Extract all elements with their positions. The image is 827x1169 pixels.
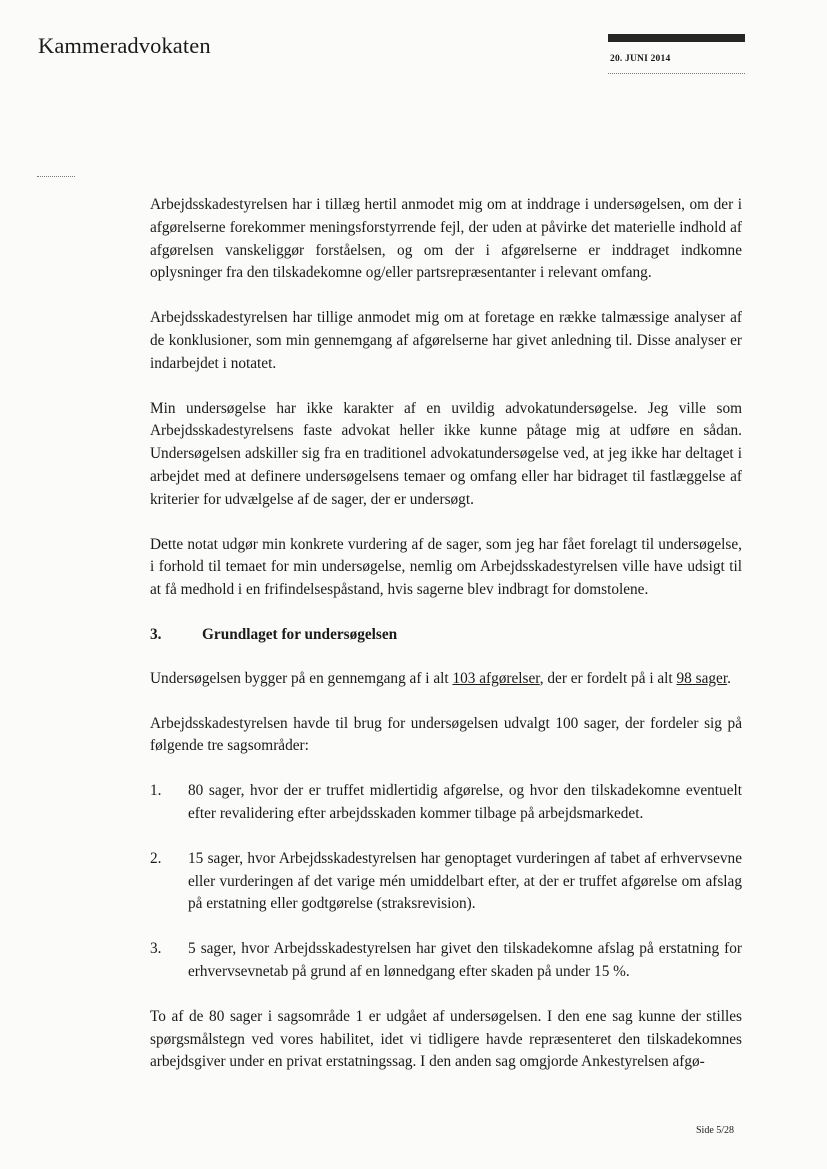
paragraph: Min undersøgelse har ikke karakter af en uvildig advokatundersøgelse. Jeg ville som Arbejdsskadestyrelsens faste advokat heller ikke kunne påtage mig at udføre en sådan. Undersøgelsen adskiller sig fra en traditionel advokatundersøgelse ved, at jeg ikke har deltaget i arbejdet med at definere undersøgelsens temaer og omfang eller har bidraget til fastlæggelse af kriterier for udvælgelse af de sager, der er undersøgt.: [150, 399, 742, 508]
paragraph: Arbejdsskadestyrelsen har i tillæg hertil anmodet mig om at inddrage i undersøgelsen, om der i afgørelserne forekommer meningsforstyrrende fejl, der uden at påvirke det materielle indhold af afgørelsen vanskeliggør forståelsen, og om der i afgørelserne er inddraget indkomne oplysninger fra den tilskadekomne og/eller partsrepræsentanter i relevant omfang.: [150, 196, 742, 282]
list-text: 5 sager, hvor Arbejdsskadestyrelsen har givet den tilskadekomne afslag på erstatning for erhvervsevnetab på grund af en lønnedgang efter skaden på under 15 %.: [188, 940, 742, 980]
margin-rule: [37, 176, 75, 177]
basis-paragraph: [150, 668, 742, 691]
paragraph: Arbejdsskadestyrelsen har tillige anmodet mig om at foretage en række talmæssige analyser af de konklusioner, som min gennemgang af afgørelserne har givet anledning til. Disse analyser er indarbejdet i notatet.: [150, 309, 742, 372]
case-areas-list: [150, 780, 742, 984]
document-date: 20. JUNI 2014: [610, 54, 671, 64]
section-heading: [150, 624, 742, 647]
list-number: 3.: [150, 940, 162, 958]
list-number: 1.: [150, 782, 162, 800]
list-item: [150, 780, 742, 826]
list-text: 15 sager, hvor Arbejdsskadestyrelsen har genoptaget vurderingen af tabet af erhvervsevne eller vurderingen af det varige mén umiddelbart efter, at der er truffet afgørelse om afslag på erstatning eller godtgørelse (straksrevision).: [188, 849, 742, 913]
brand-name: Kammeradvokaten: [38, 33, 211, 58]
section-title: Grundlaget for undersøgelsen: [202, 625, 398, 643]
closing-paragraph: To af de 80 sager i sagsområde 1 er udgået af undersøgelsen. I den ene sag kunne der stilles spørgsmålstegn ved vores habilitet, idet vi tidligere havde repræsenteret den tilskadekomnes arbejdsgiver under en privat erstatningssag. I den anden sag omgjorde Ankestyrelsen afgø-: [150, 1007, 742, 1071]
basis-text: .: [727, 669, 731, 687]
list-item: [150, 848, 742, 916]
list-text: 80 sager, hvor der er truffet midlertidig afgørelse, og hvor den tilskadekomne eventuelt efter revalidering efter arbejdsskaden kommer tilbage på arbejdsmarkedet.: [188, 782, 742, 822]
list-item: [150, 938, 742, 984]
date-rule: [608, 73, 745, 74]
list-number: 2.: [150, 849, 162, 867]
date-bar: [608, 34, 745, 42]
page-number: Side 5/28: [696, 1125, 735, 1136]
paragraph: Dette notat udgør min konkrete vurdering af de sager, som jeg har fået forelagt til undersøgelse, i forhold til temaet for min undersøgelse, nemlig om Arbejdsskadestyrelsen ville have udsigt til at få medhold i en frifindelsespåstand, hvis sagerne blev indbragt for domstolene.: [150, 535, 742, 599]
document-body: [150, 194, 742, 1096]
intro-paragraph: Arbejdsskadestyrelsen havde til brug for undersøgelsen udvalgt 100 sager, der fordeler sig på følgende tre sagsområder:: [150, 714, 742, 755]
basis-text: , der er fordelt på i alt: [539, 669, 677, 687]
basis-text: Undersøgelsen bygger på en gennemgang af i alt: [150, 669, 453, 687]
section-number: 3.: [150, 625, 162, 643]
cases-count: 98 sager: [676, 669, 728, 687]
decisions-count: 103 afgørelser: [452, 669, 540, 687]
